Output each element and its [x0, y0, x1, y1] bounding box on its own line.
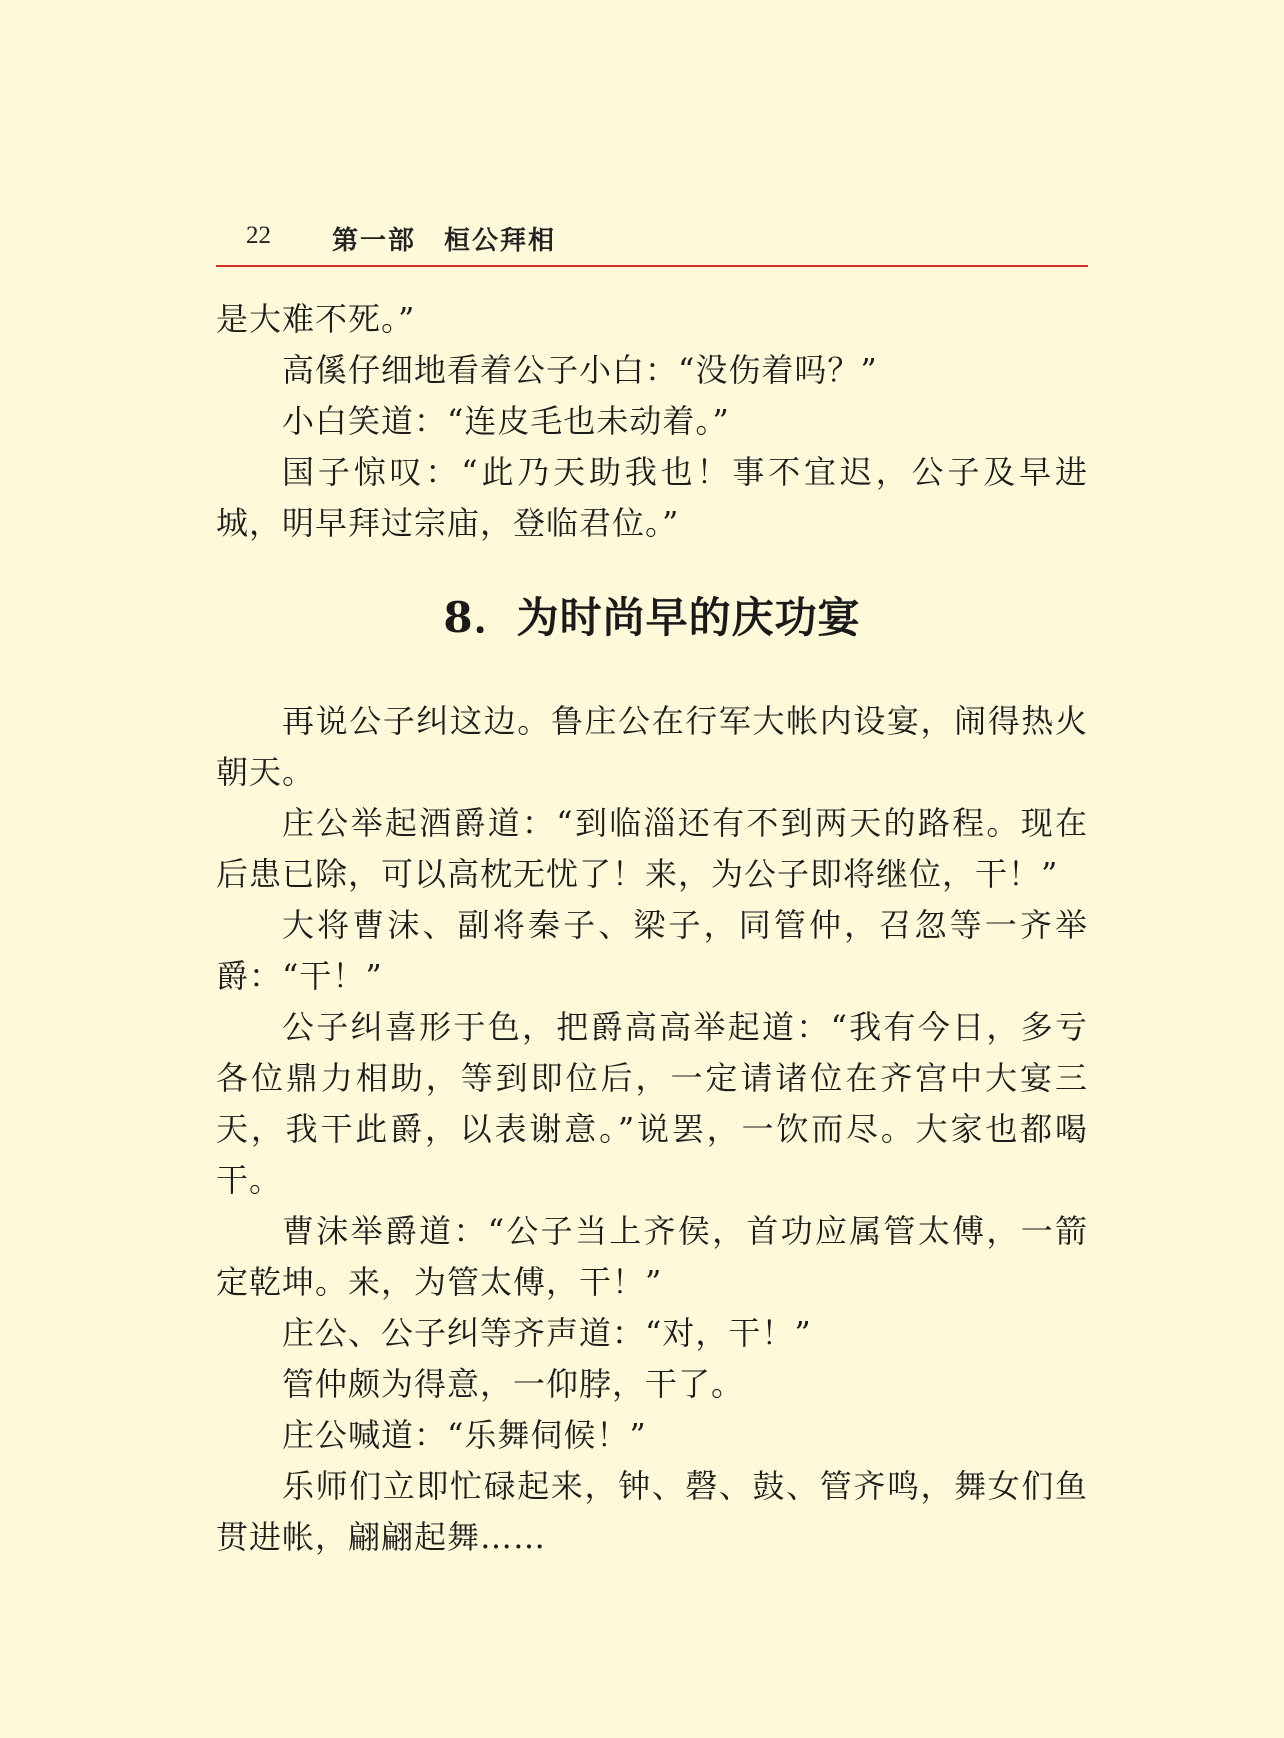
paragraph: 庄公喊道：“乐舞伺候！” [282, 1416, 647, 1454]
chapter-heading: 8．为时尚早的庆功宴 [443, 593, 861, 642]
paragraph: 庄公举起酒爵道：“到临淄还有不到两天的路程。现在后患已除，可以高枕无忧了！来，为公子即将继位，干！” [216, 804, 1088, 893]
paragraph: 公子纠喜形于色，把爵高高举起道：“我有今日，多亏各位鼎力相助，等到即位后，一定请诸位在齐宫中大宴三天，我干此爵，以表谢意。”说罢，一饮而尽。大家也都喝干。 [216, 1008, 1088, 1199]
paragraph: 小白笑道：“连皮毛也未动着。” [282, 402, 730, 440]
header-rule [216, 265, 1088, 267]
running-head [216, 218, 1088, 258]
paragraph: 高傒仔细地看着公子小白：“没伤着吗？” [282, 351, 878, 389]
paragraph: 再说公子纠这边。鲁庄公在行军大帐内设宴，闹得热火朝天。 [216, 702, 1088, 791]
main-text-block [216, 696, 1088, 1563]
paragraph: 庄公、公子纠等齐声道：“对，干！” [282, 1314, 812, 1352]
top-text-block [216, 294, 1088, 549]
paragraph: 是大难不死。” [216, 300, 416, 338]
paragraph: 国子惊叹：“此乃天助我也！事不宜迟，公子及早进城，明早拜过宗庙，登临君位。” [216, 453, 1088, 542]
paragraph: 大将曹沫、副将秦子、梁子，同管仲，召忽等一齐举爵：“干！” [216, 906, 1088, 995]
paragraph: 乐师们立即忙碌起来，钟、磬、鼓、管齐鸣，舞女们鱼贯进帐，翩翩起舞…… [216, 1467, 1088, 1556]
paragraph: 曹沫举爵道：“公子当上齐侯，首功应属管太傅，一箭定乾坤。来，为管太傅，干！” [216, 1212, 1088, 1301]
paragraph: 管仲颇为得意，一仰脖，干了。 [282, 1365, 745, 1403]
page-number: 22 [246, 222, 271, 249]
running-title: 第一部 桓公拜相 [332, 226, 557, 256]
